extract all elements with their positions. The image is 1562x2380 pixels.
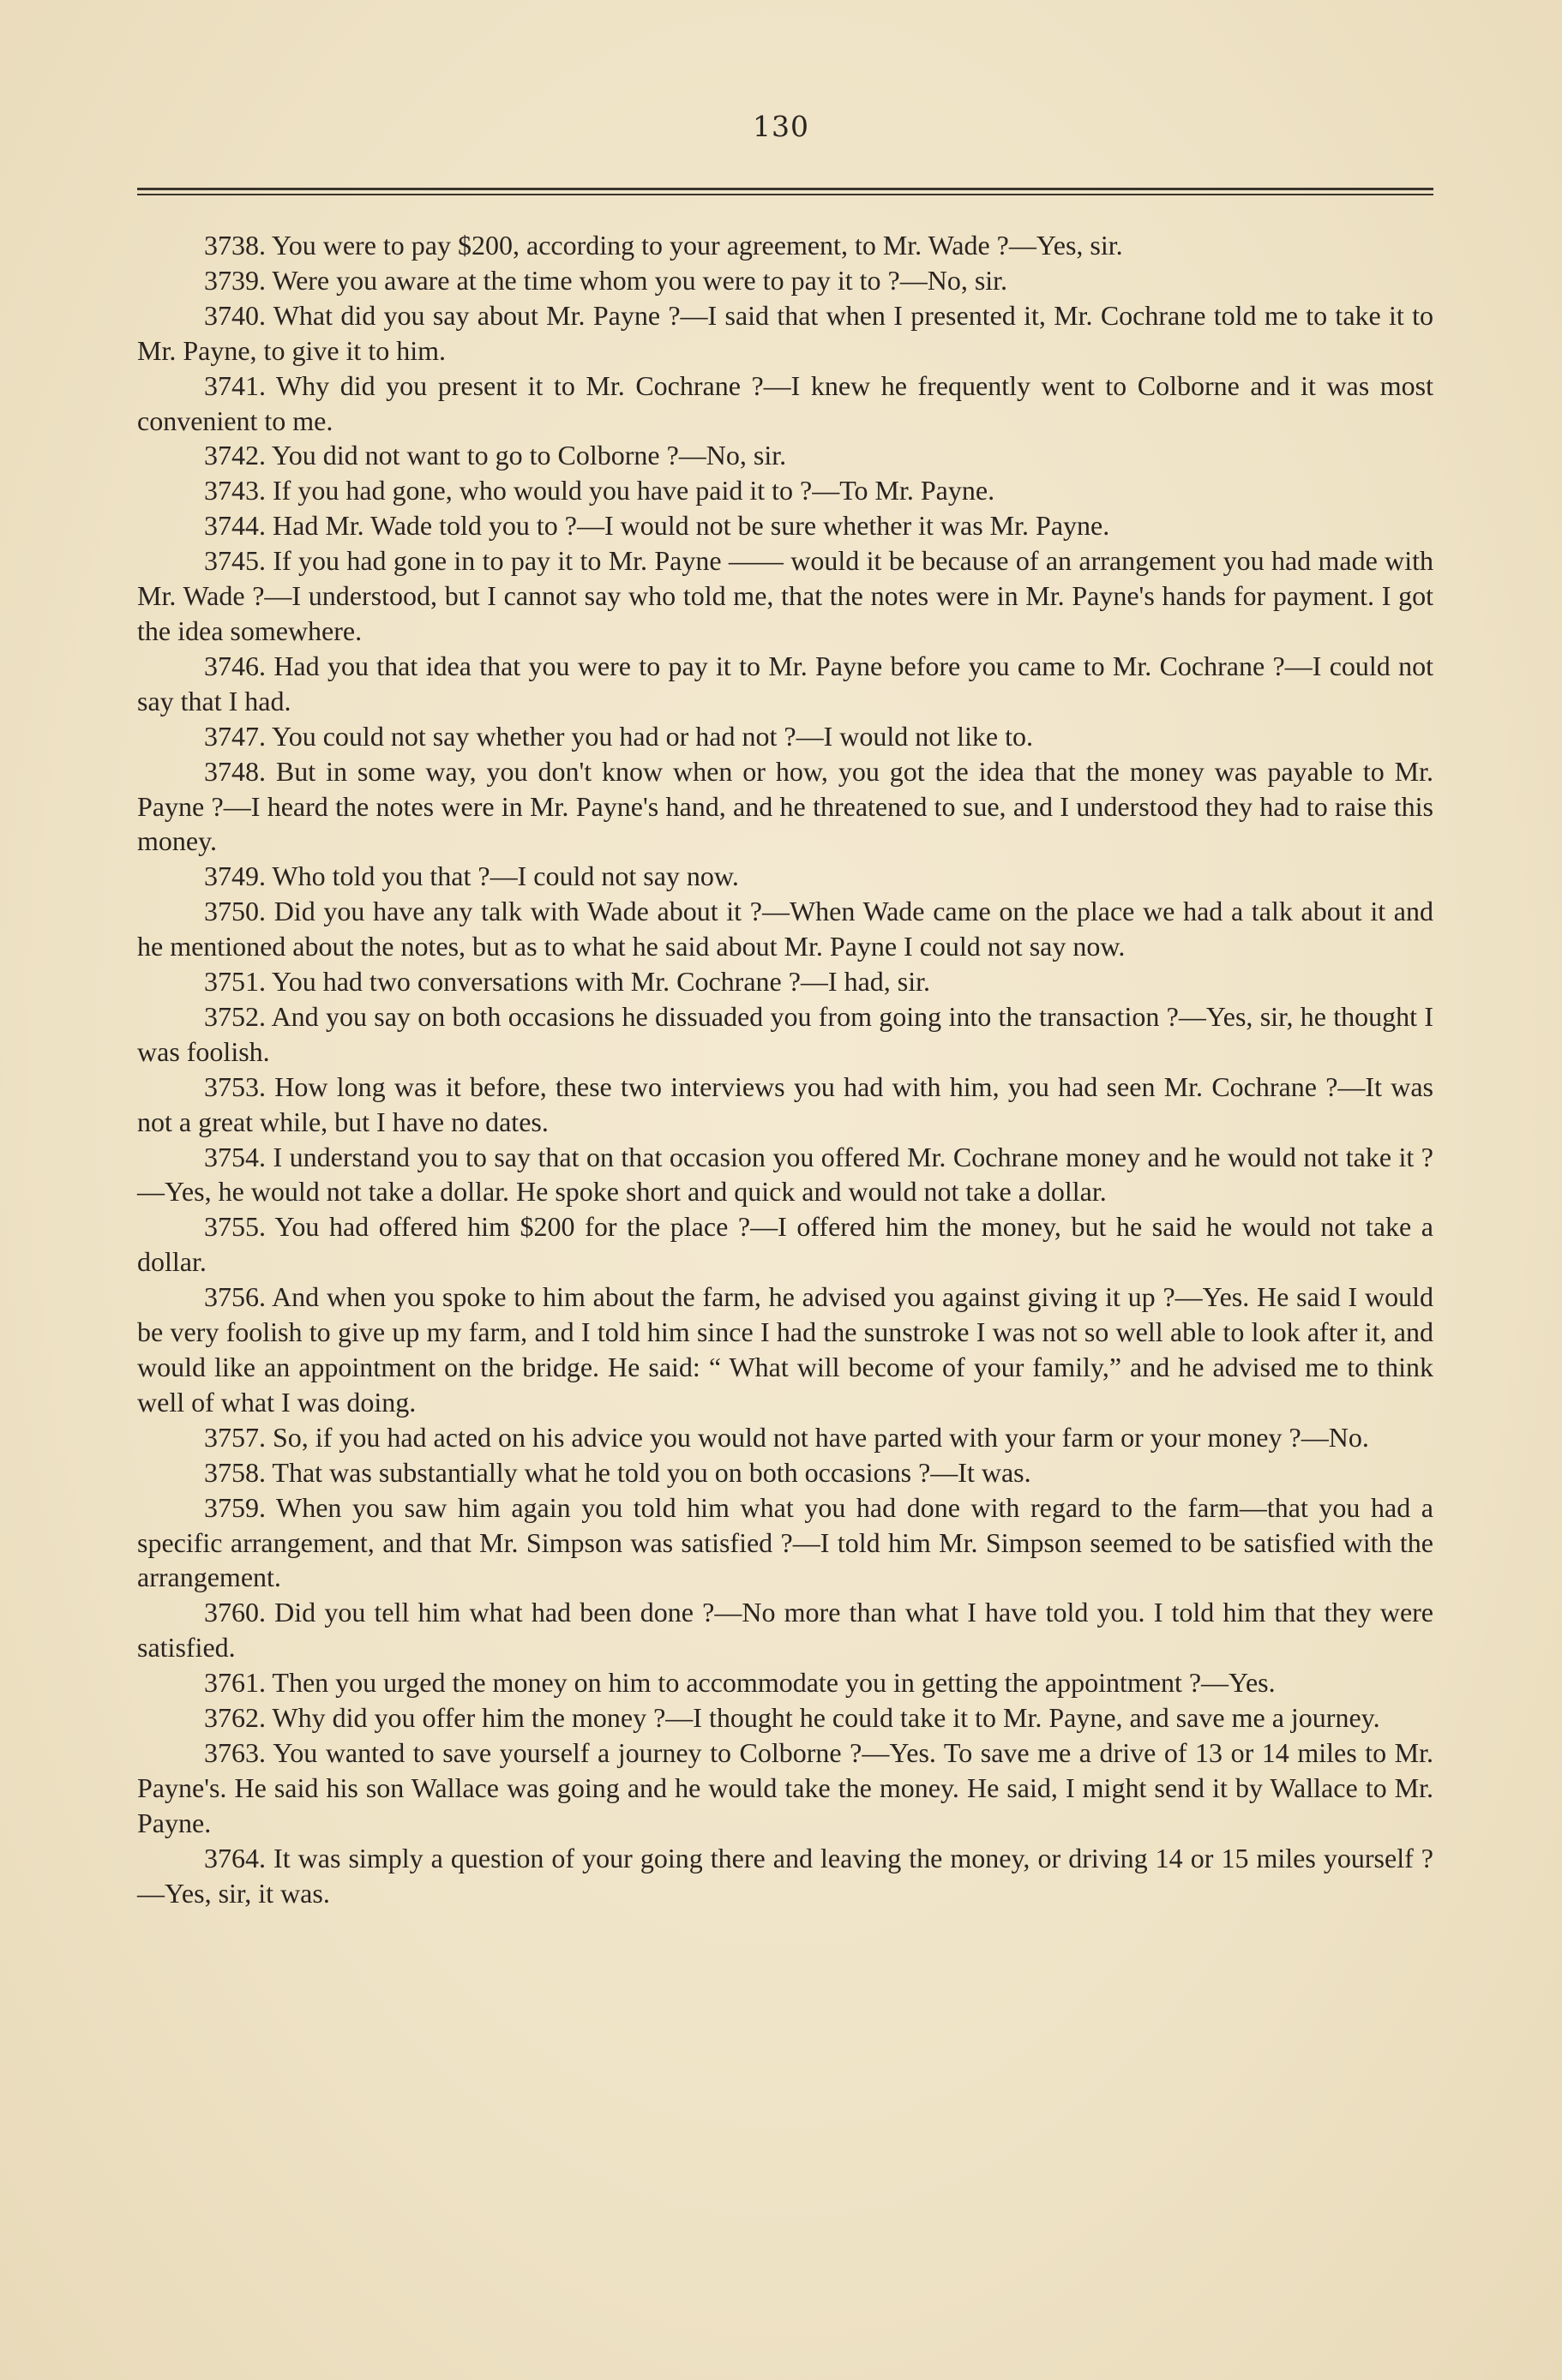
- testimony-paragraph-3753: 3753. How long was it before, these two interviews you had with him, you had seen Mr. Cochrane ?—It was not a great while, but I have no dates.: [137, 1070, 1433, 1137]
- testimony-paragraph-3739: 3739. Were you aware at the time whom you were to pay it to ?—No, sir.: [204, 264, 1008, 296]
- testimony-paragraph-3749: 3749. Who told you that ?—I could not say now.: [204, 860, 739, 892]
- testimony-paragraph-3759: 3759. When you saw him again you told him what you had done with regard to the farm—that you had a specific arrangement, and that Mr. Simpson was satisfied ?—I told him Mr. Simpson seemed to be satisfied with the arrangement.: [137, 1491, 1433, 1593]
- testimony-paragraph-3742: 3742. You did not want to go to Colborne ?—No, sir.: [204, 440, 787, 471]
- testimony-paragraph-3752: 3752. And you say on both occasions he dissuaded you from going into the transaction ?—Yes, sir, he thought I was foolish.: [137, 1000, 1433, 1067]
- testimony-paragraph-3756: 3756. And when you spoke to him about the farm, he advised you against giving it up ?—Yes. He said I would be very foolish to give up my farm, and I told him since I had the sunstroke I was not so well able to look after it, and would like an appointment on the bridge. He said: “ What will become of your family,” and he advised me to think well of what I was doing.: [137, 1281, 1433, 1418]
- testimony-paragraph-3745: 3745. If you had gone in to pay it to Mr. Payne —— would it be because of an arrangement you had made with Mr. Wade ?—I understood, but I cannot say who told me, that the notes were in Mr. Payne's hands for payment. I got the idea somewhere.: [137, 545, 1433, 646]
- testimony-paragraph-3740: 3740. What did you say about Mr. Payne ?—I said that when I presented it, Mr. Cochrane told me to take it to Mr. Payne, to give it to him.: [137, 299, 1433, 366]
- testimony-paragraph-3755: 3755. You had offered him $200 for the place ?—I offered him the money, but he said he would not take a dollar.: [137, 1211, 1433, 1278]
- testimony-paragraph-3761: 3761. Then you urged the money on him to accommodate you in getting the appointment ?—Yes.: [204, 1667, 1276, 1699]
- testimony-paragraph-3748: 3748. But in some way, you don't know when or how, you got the idea that the money was payable to Mr. Payne ?—I heard the notes were in Mr. Payne's hand, and he threatened to sue, and I understood they had to raise this money.: [137, 755, 1433, 857]
- testimony-paragraph-3762: 3762. Why did you offer him the money ?—I thought he could take it to Mr. Payne, and save me a journey.: [204, 1702, 1380, 1734]
- testimony-paragraph-3750: 3750. Did you have any talk with Wade about it ?—When Wade came on the place we had a talk about it and he mentioned about the notes, but as to what he said about Mr. Payne I could not say now.: [137, 896, 1433, 962]
- page-number: 130: [753, 110, 809, 143]
- testimony-paragraph-3747: 3747. You could not say whether you had or had not ?—I would not like to.: [204, 720, 1033, 752]
- testimony-paragraph-3746: 3746. Had you that idea that you were to pay it to Mr. Payne before you came to Mr. Cochrane ?—I could not say that I had.: [137, 650, 1433, 716]
- testimony-paragraph-3764: 3764. It was simply a question of your going there and leaving the money, or driving 14 or 15 miles yourself ?—Yes, sir, it was.: [137, 1842, 1433, 1909]
- testimony-paragraph-3738: 3738. You were to pay $200, according to your agreement, to Mr. Wade ?—Yes, sir.: [204, 230, 1123, 261]
- testimony-paragraph-3744: 3744. Had Mr. Wade told you to ?—I would not be sure whether it was Mr. Payne.: [204, 510, 1110, 542]
- testimony-paragraph-3758: 3758. That was substantially what he told you on both occasions ?—It was.: [204, 1456, 1031, 1488]
- testimony-paragraph-3757: 3757. So, if you had acted on his advice you would not have parted with your farm or your money ?—No.: [204, 1421, 1369, 1453]
- testimony-paragraph-3743: 3743. If you had gone, who would you have paid it to ?—To Mr. Payne.: [204, 475, 995, 507]
- header-rule-top: [137, 188, 1433, 190]
- testimony-text: [137, 228, 1433, 1911]
- testimony-paragraph-3741: 3741. Why did you present it to Mr. Cochrane ?—I knew he frequently went to Colborne and it was most convenient to me.: [137, 369, 1433, 436]
- testimony-paragraph-3760: 3760. Did you tell him what had been done ?—No more than what I have told you. I told him that they were satisfied.: [137, 1597, 1433, 1664]
- testimony-paragraph-3754: 3754. I understand you to say that on that occasion you offered Mr. Cochrane money and he would not take it ?—Yes, he would not take a dollar. He spoke short and quick and would not take a dollar.: [137, 1141, 1433, 1208]
- header-rule-bottom: [137, 194, 1433, 195]
- testimony-paragraph-3763: 3763. You wanted to save yourself a journey to Colborne ?—Yes. To save me a drive of 13 or 14 miles to Mr. Payne's. He said his son Wallace was going and he would take the money. He said, I might send it by Wallace to Mr. Payne.: [137, 1736, 1433, 1838]
- testimony-paragraph-3751: 3751. You had two conversations with Mr. Cochrane ?—I had, sir.: [204, 966, 931, 998]
